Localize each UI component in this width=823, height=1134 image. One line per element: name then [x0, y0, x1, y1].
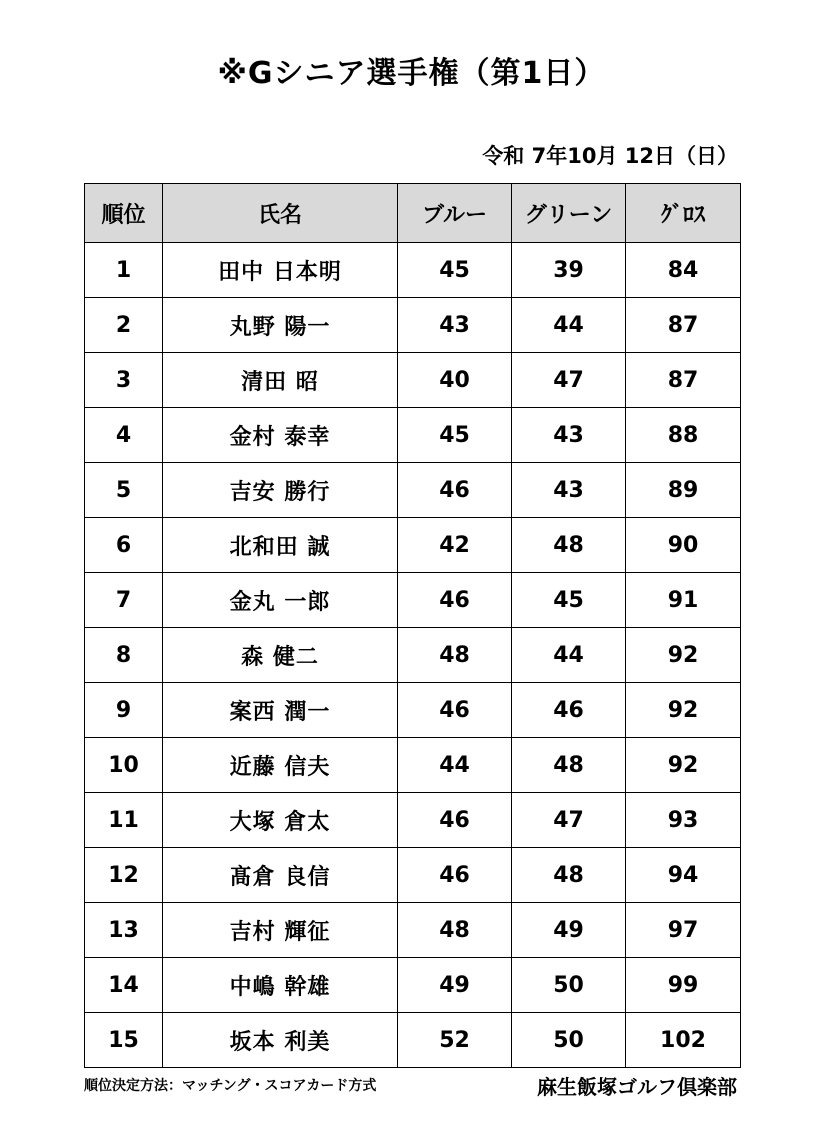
- rank-cell: 4: [85, 408, 163, 463]
- green-score-cell: 44: [512, 298, 626, 353]
- table-row: [85, 408, 741, 463]
- blue-score-cell: 44: [398, 738, 512, 793]
- event-date: 令和 7年10月 12日（日）: [482, 144, 738, 168]
- green-score-cell: 49: [512, 903, 626, 958]
- table-row: [85, 298, 741, 353]
- blue-score-cell: 49: [398, 958, 512, 1013]
- header-gross: ｸﾞﾛｽ: [626, 184, 741, 243]
- rank-cell: 13: [85, 903, 163, 958]
- gross-score-cell: 102: [626, 1013, 741, 1068]
- table-row: [85, 958, 741, 1013]
- blue-score-cell: 45: [398, 408, 512, 463]
- name-cell: 北和田 誠: [163, 518, 398, 573]
- gross-score-cell: 94: [626, 848, 741, 903]
- name-cell: 田中 日本明: [163, 243, 398, 298]
- rank-cell: 14: [85, 958, 163, 1013]
- name-cell: 吉村 輝征: [163, 903, 398, 958]
- header-blue: ブルー: [398, 184, 512, 243]
- name-cell: 清田 昭: [163, 353, 398, 408]
- gross-score-cell: 92: [626, 738, 741, 793]
- gross-score-cell: 88: [626, 408, 741, 463]
- table-row: [85, 573, 741, 628]
- gross-score-cell: 90: [626, 518, 741, 573]
- table-row: [85, 353, 741, 408]
- header-rank: 順位: [85, 184, 163, 243]
- blue-score-cell: 52: [398, 1013, 512, 1068]
- blue-score-cell: 46: [398, 463, 512, 518]
- name-cell: 森 健二: [163, 628, 398, 683]
- rank-cell: 12: [85, 848, 163, 903]
- gross-score-cell: 99: [626, 958, 741, 1013]
- name-cell: 案西 潤一: [163, 683, 398, 738]
- ranking-method-note: 順位決定方法：マッチング・スコアカード方式: [84, 1078, 377, 1094]
- blue-score-cell: 40: [398, 353, 512, 408]
- table-row: [85, 683, 741, 738]
- green-score-cell: 48: [512, 518, 626, 573]
- gross-score-cell: 89: [626, 463, 741, 518]
- name-cell: 近藤 信夫: [163, 738, 398, 793]
- gross-score-cell: 87: [626, 353, 741, 408]
- rank-cell: 11: [85, 793, 163, 848]
- name-cell: 髙倉 良信: [163, 848, 398, 903]
- green-score-cell: 50: [512, 958, 626, 1013]
- name-cell: 金村 泰幸: [163, 408, 398, 463]
- rank-cell: 7: [85, 573, 163, 628]
- name-cell: 丸野 陽一: [163, 298, 398, 353]
- green-score-cell: 46: [512, 683, 626, 738]
- table-row: [85, 793, 741, 848]
- rank-cell: 8: [85, 628, 163, 683]
- table-row: [85, 738, 741, 793]
- green-score-cell: 39: [512, 243, 626, 298]
- table-row: [85, 848, 741, 903]
- gross-score-cell: 91: [626, 573, 741, 628]
- rank-cell: 2: [85, 298, 163, 353]
- rank-cell: 6: [85, 518, 163, 573]
- blue-score-cell: 46: [398, 793, 512, 848]
- rank-cell: 5: [85, 463, 163, 518]
- blue-score-cell: 48: [398, 628, 512, 683]
- blue-score-cell: 43: [398, 298, 512, 353]
- gross-score-cell: 84: [626, 243, 741, 298]
- green-score-cell: 50: [512, 1013, 626, 1068]
- blue-score-cell: 46: [398, 848, 512, 903]
- table-row: [85, 1013, 741, 1068]
- rank-cell: 15: [85, 1013, 163, 1068]
- blue-score-cell: 48: [398, 903, 512, 958]
- club-name: 麻生飯塚ゴルフ倶楽部: [537, 1075, 737, 1099]
- name-cell: 中嶋 幹雄: [163, 958, 398, 1013]
- green-score-cell: 45: [512, 573, 626, 628]
- gross-score-cell: 97: [626, 903, 741, 958]
- gross-score-cell: 93: [626, 793, 741, 848]
- header-green: グリーン: [512, 184, 626, 243]
- green-score-cell: 47: [512, 353, 626, 408]
- table-row: [85, 243, 741, 298]
- rank-cell: 3: [85, 353, 163, 408]
- green-score-cell: 44: [512, 628, 626, 683]
- header-name: 氏名: [163, 184, 398, 243]
- rank-cell: 9: [85, 683, 163, 738]
- table-header-row: [85, 184, 741, 243]
- green-score-cell: 48: [512, 848, 626, 903]
- name-cell: 金丸 一郎: [163, 573, 398, 628]
- green-score-cell: 48: [512, 738, 626, 793]
- page-title: ※Gシニア選手権（第1日）: [217, 56, 606, 91]
- blue-score-cell: 46: [398, 683, 512, 738]
- gross-score-cell: 92: [626, 628, 741, 683]
- table-row: [85, 463, 741, 518]
- table-row: [85, 628, 741, 683]
- name-cell: 大塚 倉太: [163, 793, 398, 848]
- name-cell: 坂本 利美: [163, 1013, 398, 1068]
- gross-score-cell: 92: [626, 683, 741, 738]
- table-row: [85, 903, 741, 958]
- green-score-cell: 47: [512, 793, 626, 848]
- blue-score-cell: 45: [398, 243, 512, 298]
- green-score-cell: 43: [512, 463, 626, 518]
- table-row: [85, 518, 741, 573]
- blue-score-cell: 42: [398, 518, 512, 573]
- rank-cell: 10: [85, 738, 163, 793]
- rank-cell: 1: [85, 243, 163, 298]
- gross-score-cell: 87: [626, 298, 741, 353]
- name-cell: 吉安 勝行: [163, 463, 398, 518]
- blue-score-cell: 46: [398, 573, 512, 628]
- results-table: [84, 183, 741, 1068]
- green-score-cell: 43: [512, 408, 626, 463]
